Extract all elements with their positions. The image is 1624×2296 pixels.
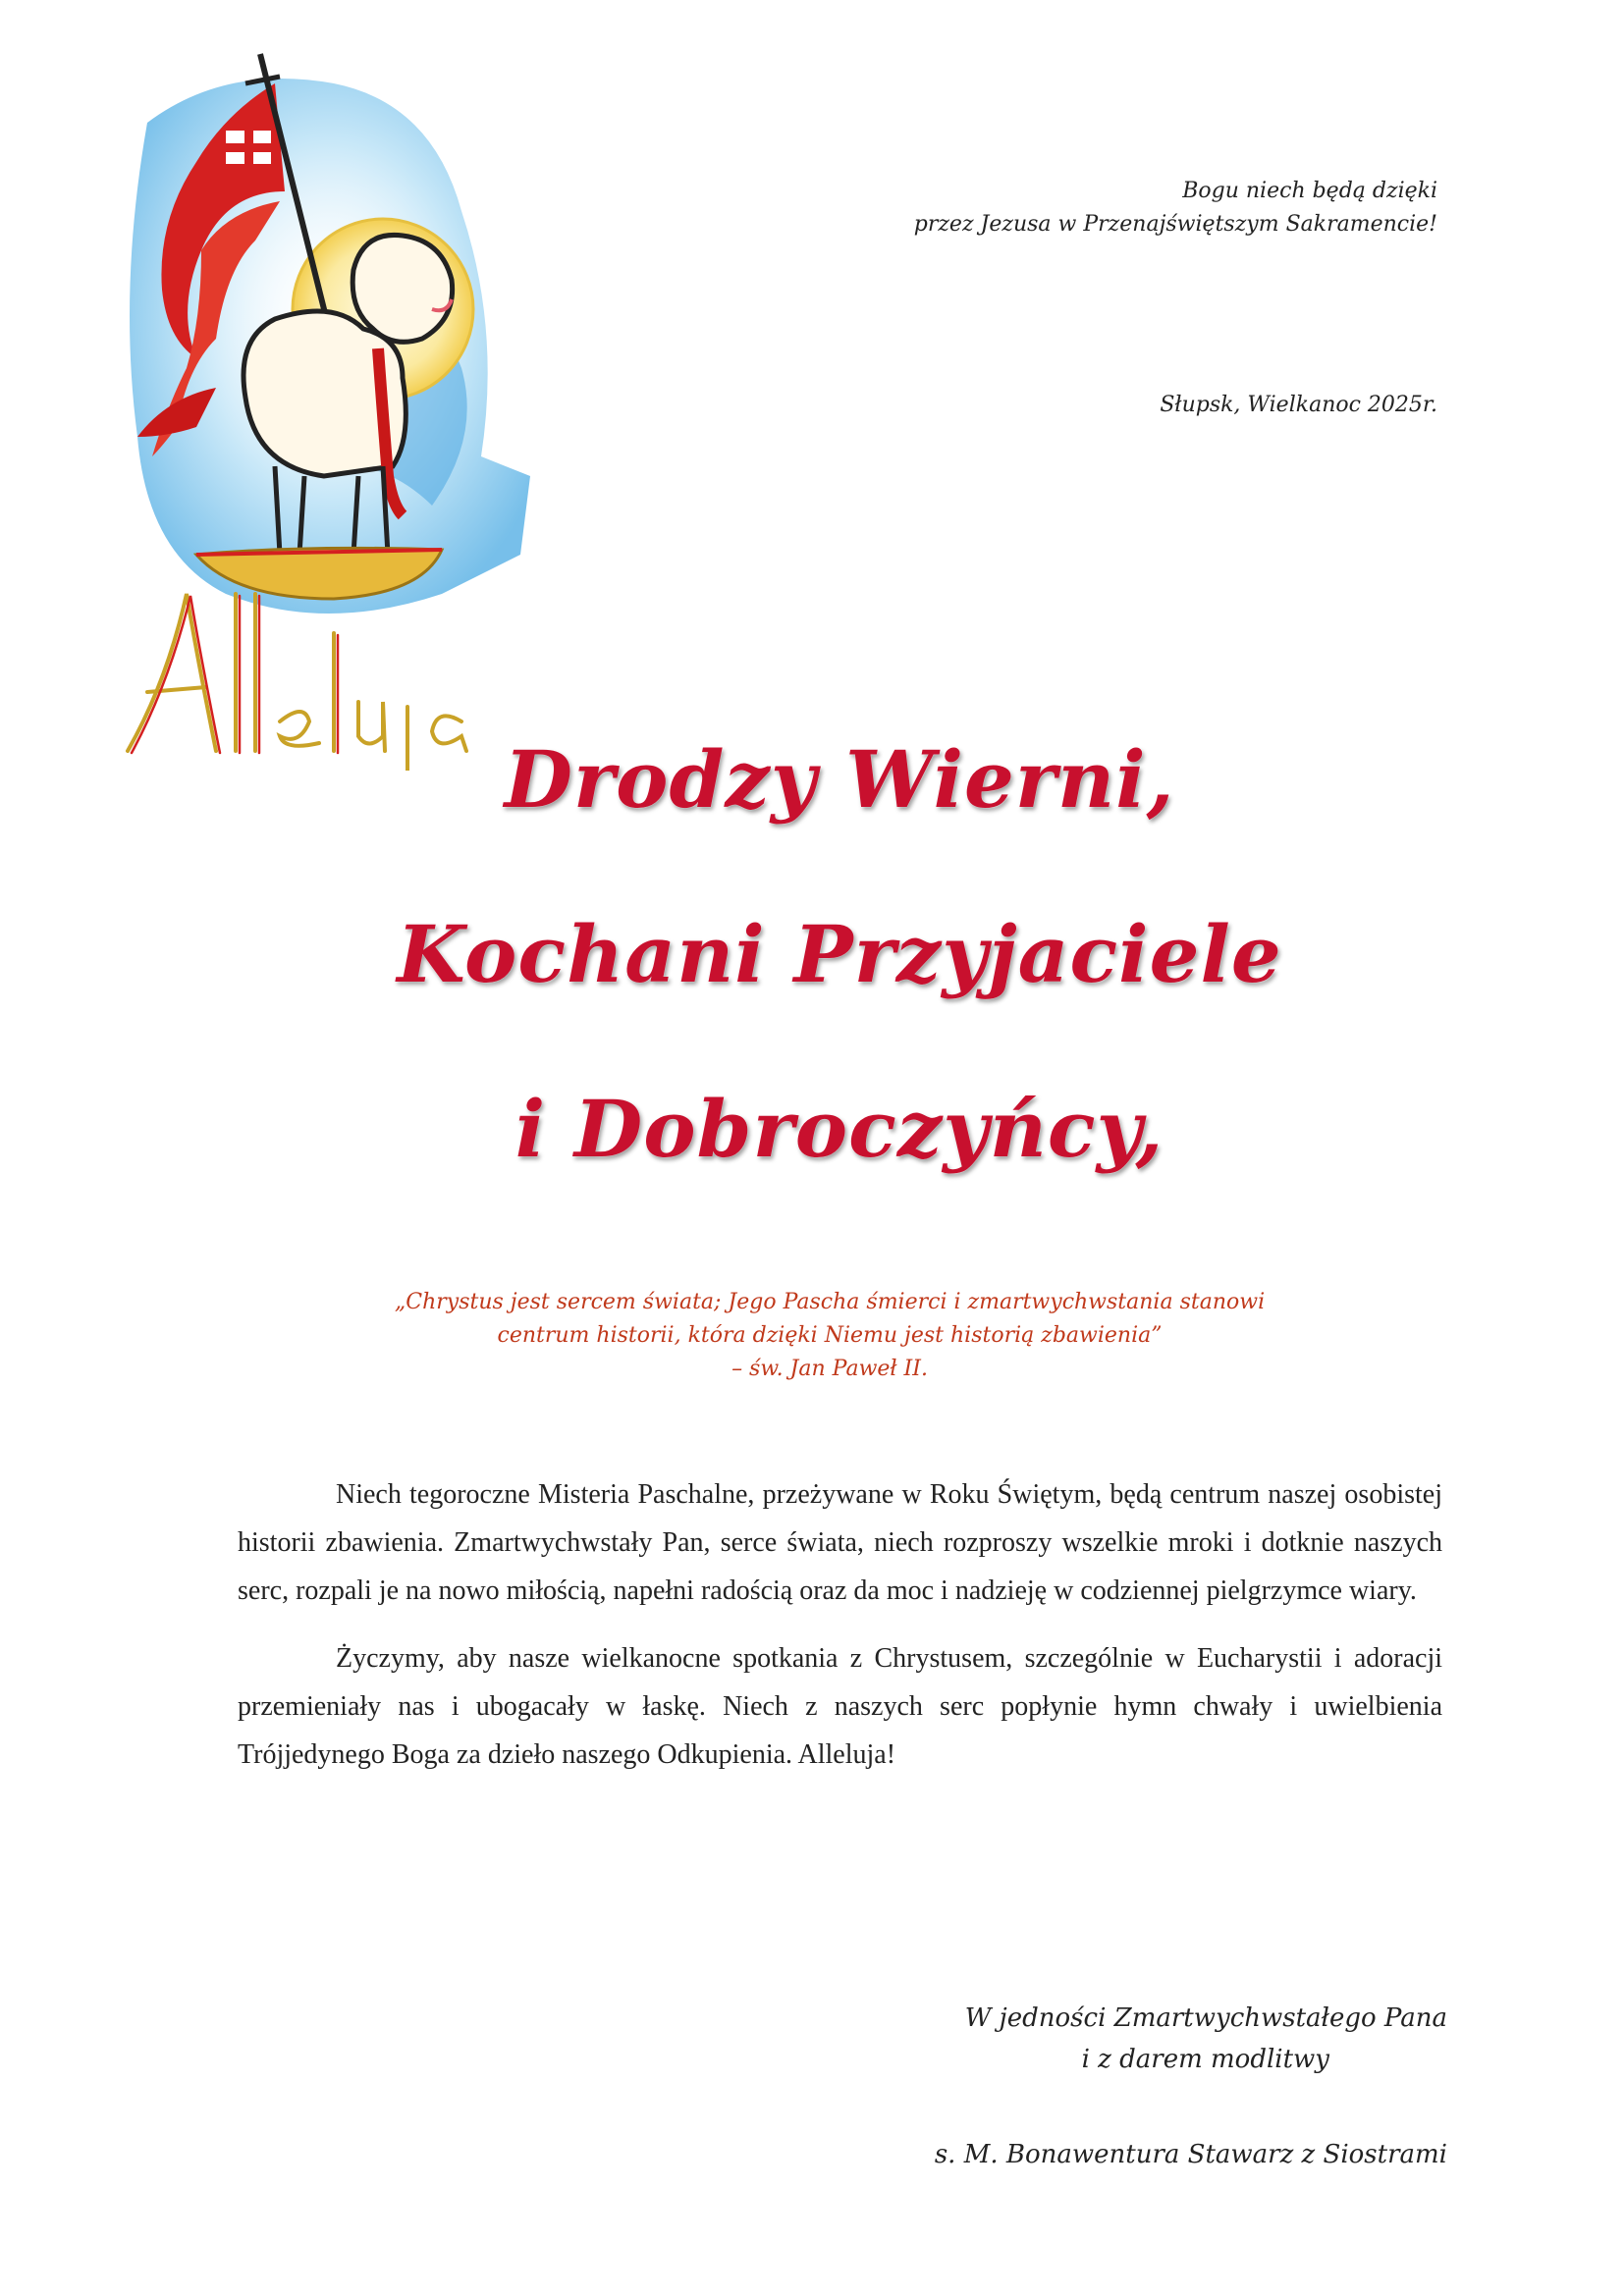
greeting-heading <box>255 692 1424 1216</box>
quote-line-1: „Chrystus jest sercem świata; Jego Pascha śmierci i zmartwychwstania stanowi <box>394 1290 1266 1314</box>
header-devotion <box>691 175 1437 241</box>
signature: s. M. Bonawentura Stawarz z Siostrami <box>934 2140 1447 2169</box>
header-line-2: przez Jezusa w Przenajświętszym Sakramencie! <box>913 212 1437 237</box>
place-date: Słupsk, Wielkanoc 2025r. <box>1160 393 1437 417</box>
closing-line-1: W jedności Zmartwychwstałego Pana <box>964 2003 1447 2033</box>
paragraph-2: Życzymy, aby nasze wielkanocne spotkania z Chrystusem, szczególnie w Eucharystii i adoracji przemieniały nas i ubogacały w łaskę. Niech z naszych serc popłynie hymn chwały i uwielbienia Trójjedynego Boga za dzieło naszego Odkupienia. Alleluja! <box>238 1643 1442 1770</box>
paschal-lamb-logo <box>108 44 540 771</box>
greeting-line-1: Drodzy Wierni, <box>504 733 1175 826</box>
paragraph-1: Niech tegoroczne Misteria Paschalne, przeżywane w Roku Świętym, będą centrum naszej osobistej historii zbawienia. Zmartwychwstały Pan, serce świata, niech rozproszy wszelkie mroki i dotknie naszych serc, rozpali je na nowo miłością, napełni radością oraz da moc i nadzieję w codziennej pielgrzymce wiary. <box>238 1479 1442 1606</box>
quote-line-2: centrum historii, która dzięki Niemu jest historią zbawienia” <box>497 1323 1163 1348</box>
greeting-line-2: Kochani Przyjaciele <box>397 908 1282 1000</box>
closing-line-2: i z darem modlitwy <box>1081 2045 1329 2074</box>
greeting-line-3: i Dobroczyńcy, <box>514 1083 1164 1175</box>
quote-author: – św. Jan Paweł II. <box>731 1357 928 1381</box>
closing-block <box>740 1998 1447 2080</box>
letter-body <box>238 1470 1442 1798</box>
header-line-1: Bogu niech będą dzięki <box>1182 179 1437 203</box>
quote-block <box>295 1286 1365 1386</box>
